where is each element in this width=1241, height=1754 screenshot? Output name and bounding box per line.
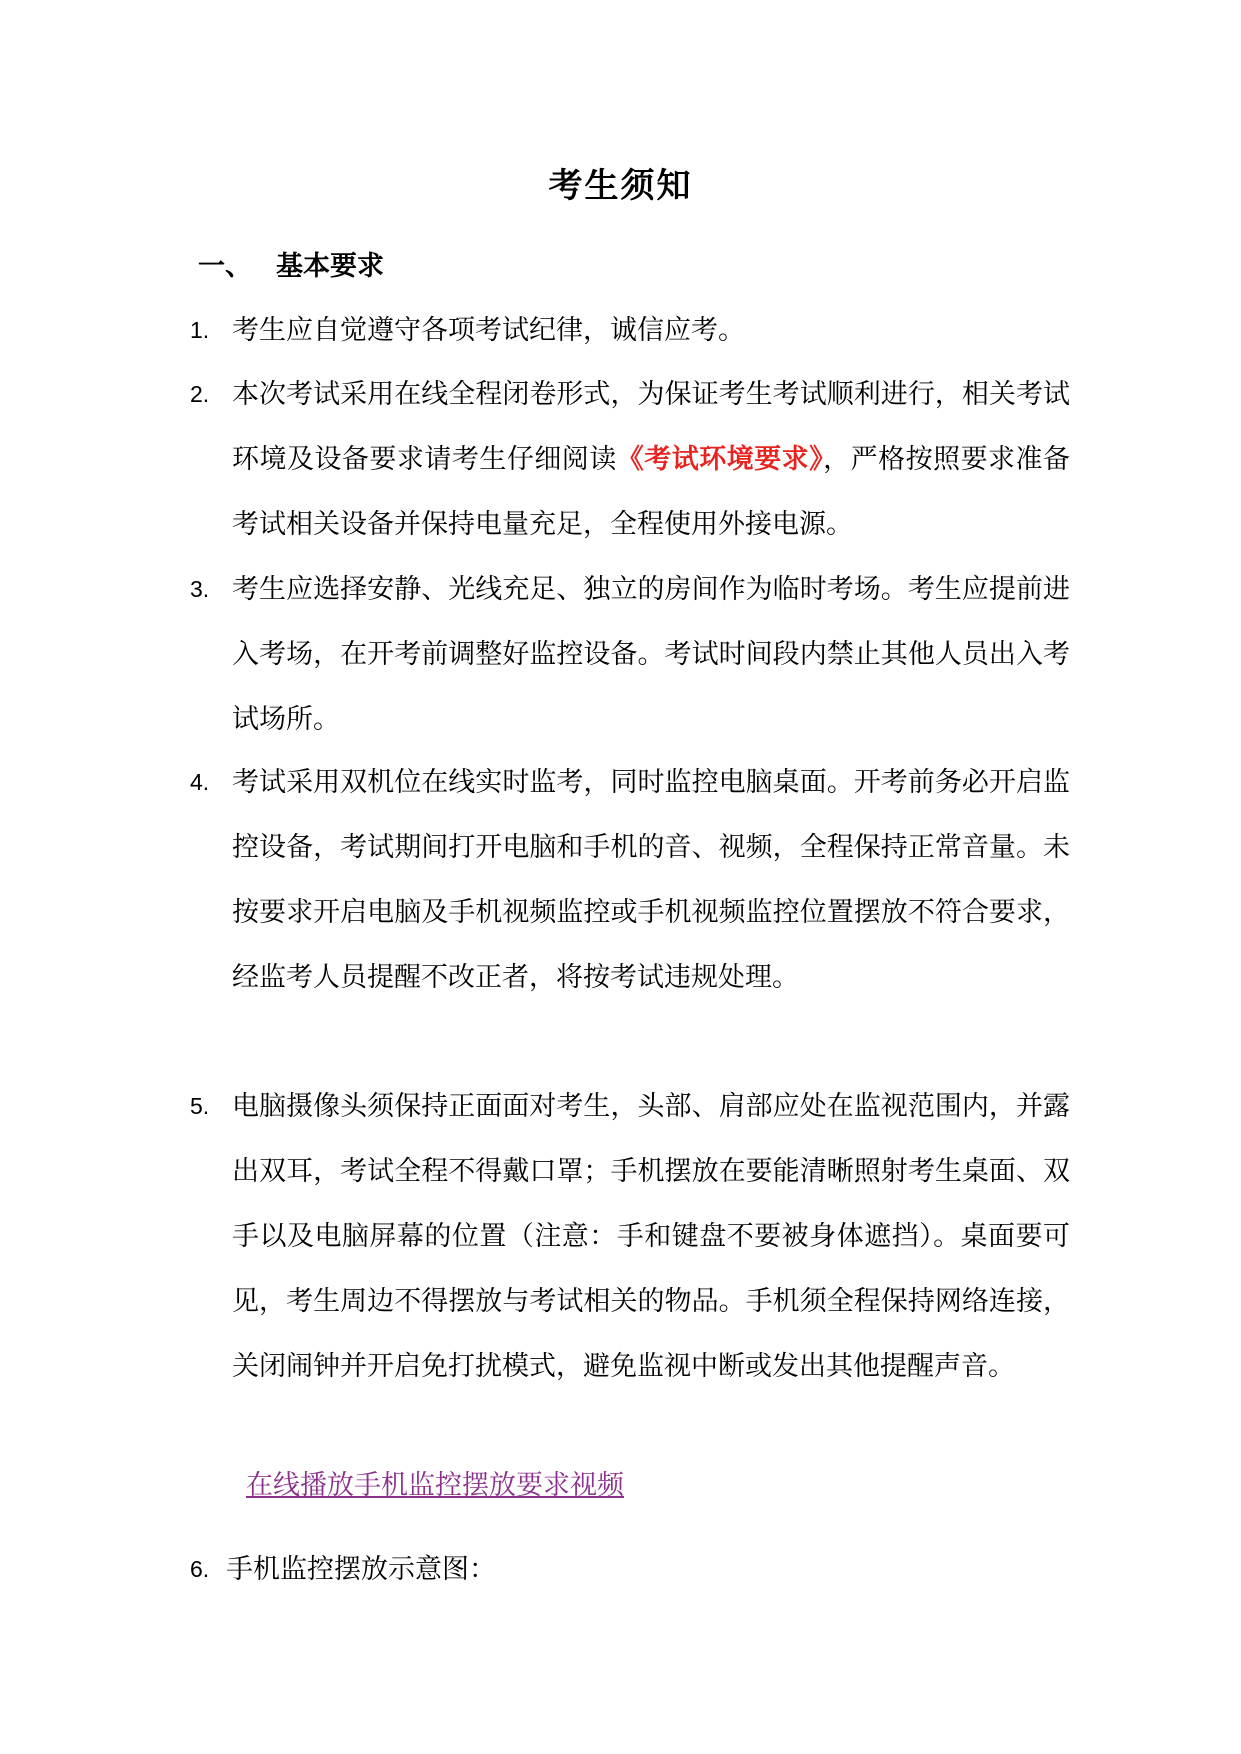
section-number: 一、	[198, 251, 252, 282]
list-marker: 5.	[190, 1093, 210, 1119]
section-title: 基本要求	[276, 251, 384, 282]
list-marker: 4.	[190, 769, 210, 795]
list-item-text	[232, 362, 1070, 557]
list-item-2	[190, 362, 1070, 557]
list-item-6	[190, 1537, 1070, 1602]
video-link[interactable]: 在线播放手机监控摆放要求视频	[246, 1470, 624, 1501]
list-item-1	[190, 298, 1070, 363]
exam-environment-requirements-highlight: 《考试环境要求》	[616, 444, 824, 475]
list-marker: 6.	[190, 1556, 210, 1582]
section-heading	[198, 244, 384, 283]
text-after-highlight: ，严格按照要求准备考试相关设备并保持电量充足，全程使用外接电源。	[232, 444, 1071, 540]
list-marker: 1.	[190, 317, 210, 343]
list-item-text: 电脑摄像头须保持正面面对考生，头部、肩部应处在监视范围内，并露出双耳，考试全程不得戴口罩；手机摆放在要能清晰照射考生桌面、双手以及电脑屏幕的位置（注意：手和键盘不要被身体遮挡）。桌面要可见，考生周边不得摆放与考试相关的物品。手机须全程保持网络连接，关闭闹钟并开启免打扰模式，避免监视中断或发出其他提醒声音。	[232, 1091, 1070, 1382]
list-item-4	[190, 750, 1070, 1010]
list-item-text: 手机监控摆放示意图：	[226, 1554, 496, 1585]
list-marker: 2.	[190, 381, 210, 407]
list-item-text: 考试采用双机位在线实时监考，同时监控电脑桌面。开考前务必开启监控设备，考试期间打开电脑和手机的音、视频，全程保持正常音量。未按要求开启电脑及手机视频监控或手机视频监控位置摆放不符合要求，经监考人员提醒不改正者，将按考试违规处理。	[232, 767, 1070, 993]
page-title: 考生须知	[548, 166, 693, 206]
list-item-text: 考生应选择安静、光线充足、独立的房间作为临时考场。考生应提前进入考场，在开考前调整好监控设备。考试时间段内禁止其他人员出入考试场所。	[232, 574, 1070, 735]
list-marker: 3.	[190, 576, 210, 602]
list-item-text: 考生应自觉遵守各项考试纪律，诚信应考。	[232, 315, 745, 346]
text-before-highlight: 本次考试采用在线全程闭卷形式，为保证考生考试顺利进行，相关考试环境及设备要求请考生仔细阅读	[232, 379, 1070, 475]
list-item-3	[190, 557, 1070, 752]
list-item-5	[190, 1074, 1070, 1399]
